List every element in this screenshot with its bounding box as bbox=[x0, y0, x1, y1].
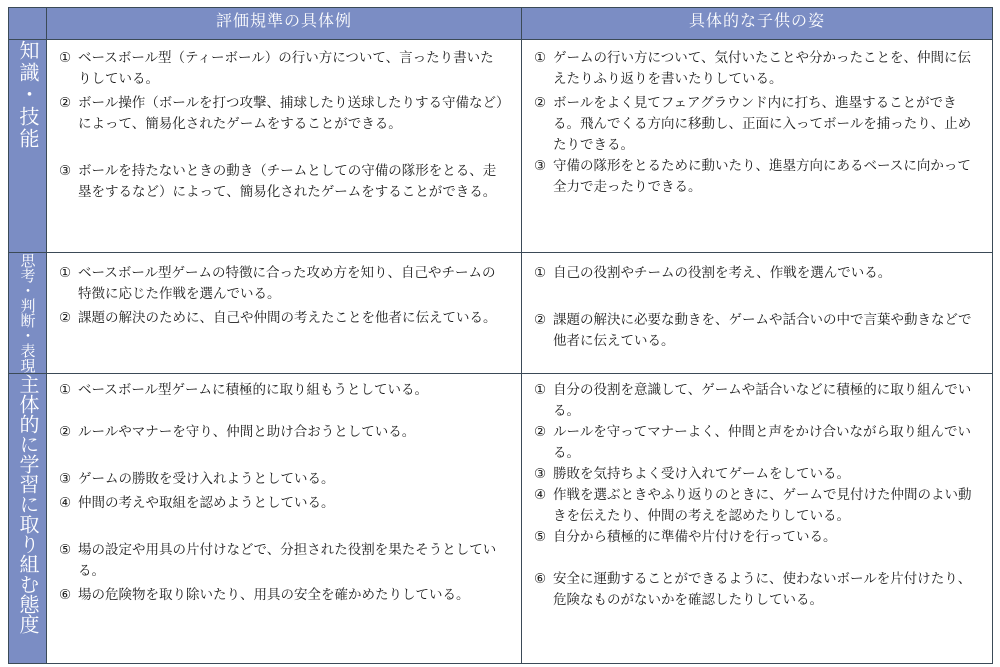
row-label: 思考・判断・表現 bbox=[18, 253, 37, 373]
criteria-item: ① ベースボール型ゲームの特徴に合った攻め方を知り、自己やチームの特徴に応じた作戦を選んでいる。 bbox=[59, 265, 496, 302]
criteria-item: ③ ゲームの勝敗を受け入れようとしている。 bbox=[59, 471, 335, 487]
row-thinking-judgement-expression bbox=[9, 253, 993, 374]
criteria-item: ② 課題の解決のために、自己や仲間の考えたことを他者に伝えている。 bbox=[59, 310, 497, 326]
criteria-item: ⑤ 場の設定や用具の片付けなどで、分担された役割を果たそうとしている。 bbox=[59, 542, 497, 579]
criteria-cell bbox=[47, 40, 522, 253]
example-item: ⑥ 安全に運動することができるように、使わないボールを片付けたり、危険なものがないかを確認したりしている。 bbox=[534, 571, 972, 608]
example-item: ③ 勝敗を気持ちよく受け入れてゲームをしている。 bbox=[534, 466, 850, 482]
row-label-cell bbox=[9, 374, 47, 664]
example-item: ② 課題の解決に必要な動きを、ゲームや話合いの中で言葉や動きなどで他者に伝えている。 bbox=[534, 312, 972, 349]
row-knowledge-skills bbox=[9, 40, 993, 253]
criteria-cell bbox=[47, 253, 522, 374]
row-label: 主体的に学習に取り組む態度 bbox=[16, 374, 40, 634]
examples-cell bbox=[522, 374, 993, 664]
row-attitude bbox=[9, 374, 993, 664]
example-item: ① 自己の役割やチームの役割を考え、作戦を選んでいる。 bbox=[534, 265, 892, 281]
criteria-item: ① ベースボール型ゲームに積極的に取り組もうとしている。 bbox=[59, 382, 429, 398]
criteria-item: ① ベースボール型（ティーボール）の行い方について、言ったり書いたりしている。 bbox=[59, 50, 494, 87]
header-row bbox=[9, 8, 993, 40]
example-item: ⑤ 自分から積極的に準備や片付けを行っている。 bbox=[534, 529, 837, 545]
header-criteria: 評価規準の具体例 bbox=[47, 8, 522, 40]
header-corner bbox=[9, 8, 47, 40]
example-item: ④ 作戦を選ぶときやふり返りのときに、ゲームで見付けた仲間のよい動きを伝えたり、仲間の考えを認めたりしている。 bbox=[534, 487, 972, 524]
row-label-cell bbox=[9, 40, 47, 253]
evaluation-table bbox=[8, 7, 993, 664]
examples-cell bbox=[522, 40, 993, 253]
example-item: ① 自分の役割を意識して、ゲームや話合いなどに積極的に取り組んでいる。 bbox=[534, 382, 972, 419]
examples-cell bbox=[522, 253, 993, 374]
row-label-cell bbox=[9, 253, 47, 374]
example-item: ① ゲームの行い方について、気付いたことや分かったことを、仲間に伝えたりふり返りを書いたりしている。 bbox=[534, 50, 971, 87]
criteria-item: ④ 仲間の考えや取組を認めようとしている。 bbox=[59, 495, 335, 511]
example-item: ③ 守備の隊形をとるために動いたり、進塁方向にあるベースに向かって全力で走ったりできる。 bbox=[534, 158, 971, 195]
criteria-item: ③ ボールを持たないときの動き（チームとしての守備の隊形をとる、走塁をするなど）によって、簡易化されたゲームをすることができる。 bbox=[59, 163, 497, 200]
criteria-item: ⑥ 場の危険物を取り除いたり、用具の安全を確かめたりしている。 bbox=[59, 587, 470, 603]
criteria-cell bbox=[47, 374, 522, 664]
criteria-item: ② ボール操作（ボールを打つ攻撃、捕球したり送球したりする守備など）によって、簡易化されたゲームをすることができる。 bbox=[59, 95, 503, 132]
example-item: ② ルールを守ってマナーよく、仲間と声をかけ合いながら取り組んでいる。 bbox=[534, 424, 971, 461]
example-item: ② ボールをよく見てフェアグラウンド内に打ち、進塁することができる。飛んでくる方向に移動し、正面に入ってボールを捕ったり、止めたりできる。 bbox=[534, 95, 972, 153]
header-examples: 具体的な子供の姿 bbox=[522, 8, 993, 40]
criteria-item: ② ルールやマナーを守り、仲間と助け合おうとしている。 bbox=[59, 424, 416, 440]
row-label: 知識・技能 bbox=[16, 40, 40, 150]
